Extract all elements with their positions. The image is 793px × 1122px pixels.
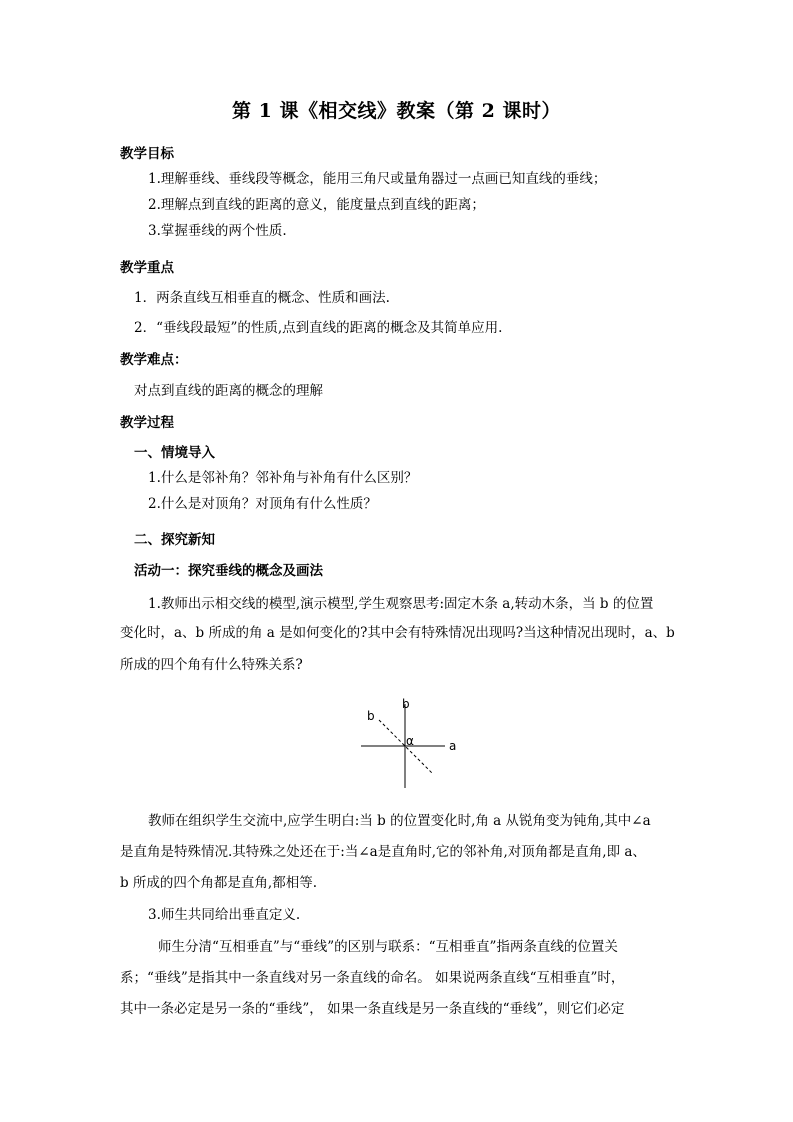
- label-alpha: α: [406, 734, 414, 748]
- objectives-heading: 教学目标: [120, 146, 174, 162]
- activity1-paragraph-line: 师生分清“互相垂直”与“垂线”的区别与联系：“互相垂直”指两条直线的位置关: [158, 939, 618, 955]
- activity1-paragraph-line: 系；“垂线”是指其中一条直线对另一条直线的命名。 如果说两条直线“互相垂直”时，: [120, 970, 625, 986]
- section2-heading: 二、探究新知: [134, 532, 215, 548]
- activity1-paragraph-line: 所成的四个角有什么特殊关系?: [120, 657, 303, 673]
- key-point-item: 2．“垂线段最短”的性质,点到直线的距离的概念及其简单应用.: [134, 320, 503, 336]
- label-b-dashed: b: [367, 709, 375, 723]
- activity1-paragraph-line: b 所成的四个角都是直角,都相等.: [120, 875, 318, 891]
- label-a: a: [449, 739, 457, 753]
- activity1-paragraph-line: 是直角是特殊情况.其特殊之处还在于:当∠a是直角时,它的邻补角,对顶角都是直角,即 a、: [120, 844, 646, 860]
- intersecting-lines-diagram: [355, 690, 465, 790]
- activity1-paragraph-line: 变化时，a、b 所成的角 a 是如何变化的?其中会有特殊情况出现吗?当这种情况出现时，a、b: [120, 625, 675, 641]
- objective-item: 2.理解点到直线的距离的意义，能度量点到直线的距离；: [148, 197, 485, 213]
- process-heading: 教学过程: [120, 415, 174, 431]
- activity1-paragraph-line: 其中一条必定是另一条的“垂线”， 如果一条直线是另一条直线的“垂线”，则它们必定: [120, 1001, 625, 1017]
- section1-item: 1.什么是邻补角？邻补角与补角有什么区别？: [148, 470, 418, 486]
- difficulties-text: 对点到直线的距离的概念的理解: [134, 383, 323, 399]
- key-point-item: 1．两条直线互相垂直的概念、性质和画法.: [134, 290, 390, 306]
- section1-heading: 一、情境导入: [134, 445, 215, 461]
- difficulties-heading: 教学难点：: [120, 352, 188, 368]
- key-points-heading: 教学重点: [120, 260, 174, 276]
- label-b-vertical: b: [402, 697, 410, 711]
- activity1-paragraph-line: 1.教师出示相交线的模型,演示模型,学生观察思考:固定木条 a,转动木条，当 b 的位置: [148, 596, 654, 612]
- section1-item: 2.什么是对顶角？对顶角有什么性质？: [148, 496, 377, 512]
- activity1-paragraph-line: 教师在组织学生交流中,应学生明白:当 b 的位置变化时,角 a 从锐角变为钝角,其中∠a: [148, 813, 651, 829]
- objective-item: 3.掌握垂线的两个性质.: [148, 223, 287, 239]
- document-title: 第 1 课《相交线》教案（第 2 课时）: [232, 100, 561, 122]
- activity1-heading: 活动一：探究垂线的概念及画法: [134, 563, 323, 579]
- activity1-item3: 3.师生共同给出垂直定义.: [148, 907, 301, 923]
- objective-item: 1.理解垂线、垂线段等概念，能用三角尺或量角器过一点画已知直线的垂线；: [148, 171, 607, 187]
